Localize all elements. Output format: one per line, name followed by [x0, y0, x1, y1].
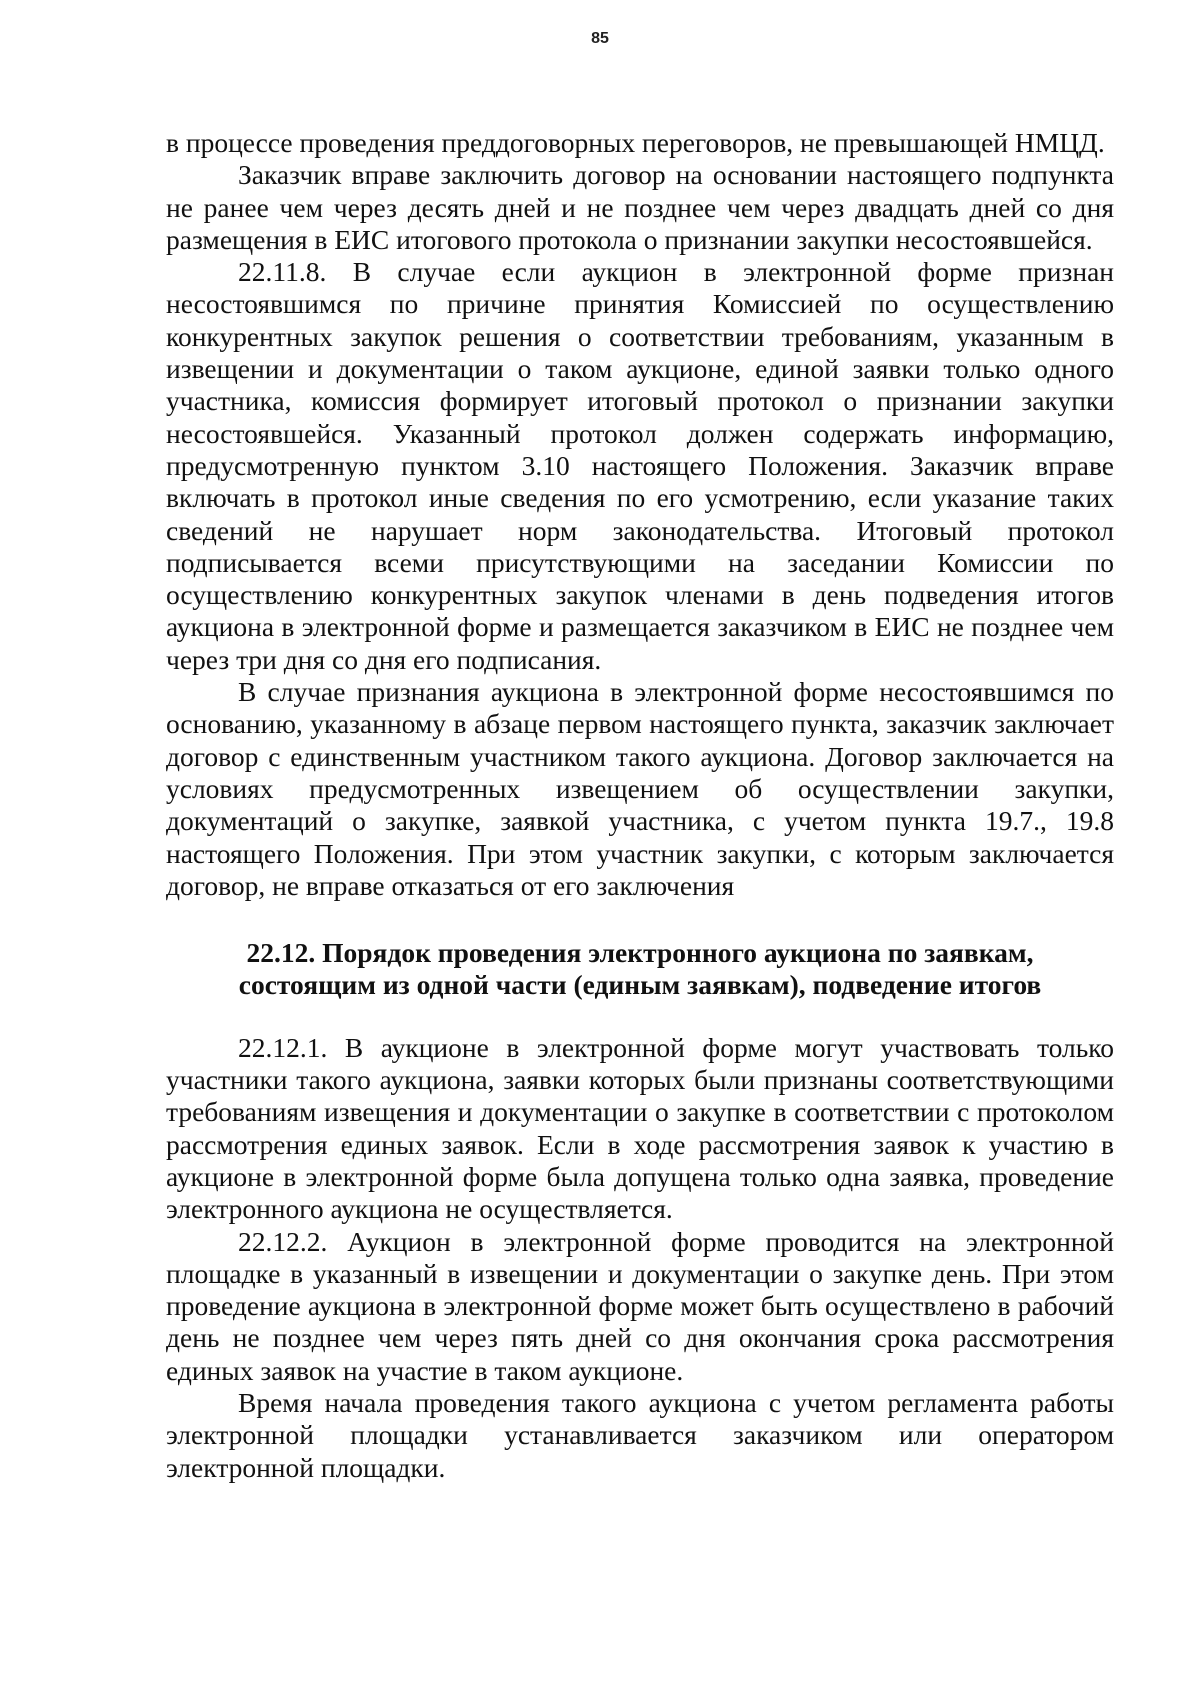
section-heading-22-12 — [166, 937, 1114, 1002]
paragraph-start-time: Время начала проведения такого аукциона с учетом регламента работы электронной площадки устанавливается заказчиком или оператором электронной площадки. — [166, 1386, 1114, 1483]
section-heading-line-1: 22.12. Порядок проведения электронного аукциона по заявкам, — [246, 937, 1034, 969]
paragraph-continuation: в процессе проведения преддоговорных переговоров, не превышающей НМЦД. — [166, 127, 1105, 158]
paragraph-single-participant: В случае признания аукциона в электронной форме несостоявшимся по основанию, указанному в абзаце первом настоящего пункта, заказчик заключает договор с единственным участником такого аукциона. Договор заключается на условиях предусмотренных извещением об осуществлении закупки, документаций о закупке, заявкой участника, с учетом пункта 19.7., 19.8 настоящего Положения. При этом участник закупки, с которым заключается договор, не вправе отказаться от его заключения — [166, 676, 1114, 901]
paragraph-22-11-8: 22.11.8. В случае если аукцион в электронной форме признан несостоявшимся по причине принятия Комиссией по осуществлению конкурентных закупок решения о соответствии требованиям, указанным в извещении и документации о таком аукционе, единой заявки только одного участника, комиссия формирует итоговый протокол о признании закупки несостоявшейся. Указанный протокол должен содержать информацию, предусмотренную пунктом 3.10 настоящего Положения. Заказчик вправе включать в протокол иные сведения по его усмотрению, если указание таких сведений не нарушает норм законодательства. Итоговый протокол подписывается всеми присутствующими на заседании Комиссии по осуществлению конкурентных закупок членами в день подведения итогов аукциона в электронной форме и размещается заказчиком в ЕИС не позднее чем через три дня со дня его подписания. — [166, 256, 1114, 675]
paragraph-contract-deadline: Заказчик вправе заключить договор на основании настоящего подпункта не ранее чем через десять дней и не позднее чем через двадцать дней со дня размещения в ЕИС итогового протокола о признании закупки несостоявшейся. — [166, 159, 1114, 255]
paragraph-22-12-1: 22.12.1. В аукционе в электронной форме могут участвовать только участники такого аукциона, заявки которых были признаны соответствующими требованиям извещения и документации о закупке в соответствии с протоколом рассмотрения единых заявок. Если в ходе рассмотрения заявок к участию в аукционе в электронной форме была допущена только одна заявка, проведение электронного аукциона не осуществляется. — [166, 1031, 1114, 1225]
page-number: 85 — [591, 30, 609, 47]
document-body — [166, 127, 1114, 1484]
paragraph-22-12-2: 22.12.2. Аукцион в электронной форме проводится на электронной площадке в указанный в извещении и документации о закупке день. При этом проведение аукциона в электронной форме может быть осуществлено в рабочий день не позднее чем через пять дней со дня окончания срока рассмотрения единых заявок на участие в таком аукционе. — [166, 1225, 1114, 1386]
section-heading-line-2: состоящим из одной части (единым заявкам), подведение итогов — [238, 969, 1042, 1001]
